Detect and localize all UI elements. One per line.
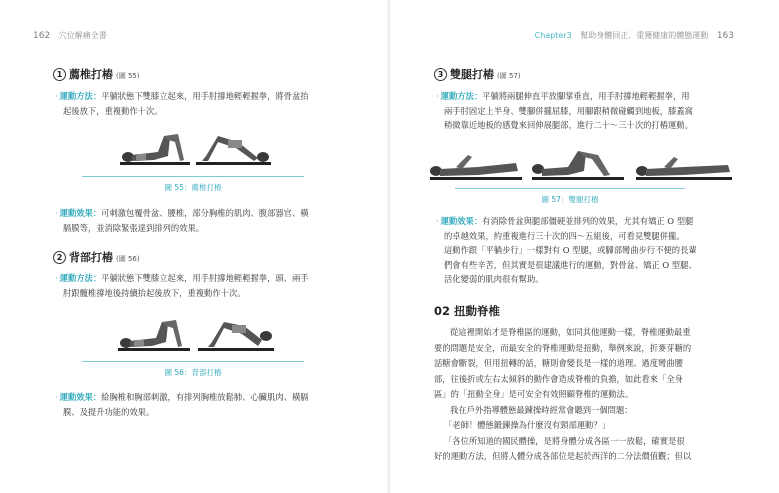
section-3-title [434,66,521,82]
chapter-label: Chapter3 [534,31,572,40]
figure-56-illustration [116,314,276,354]
left-book-title: 穴位解痛全書 [58,31,107,40]
section-3-effect-label: 運動效果： [440,216,483,226]
figure-56-rule [82,361,304,362]
section-2-method: · 運動方法：平躺狀態下雙膝立起來，用手肘撐地輕輕握拳，頭、兩手 肘跟髖椎撐地後持續抬起後放下，重複動作十次。 [55,273,309,298]
person-legs-extended-icon [636,157,732,180]
section-3-figure-ref: (圖 57) [497,72,521,80]
figure-57-rule [455,188,685,189]
section-1-effect: · 運動效果：可刺激包覆骨盆、腰椎，部分胸椎的肌肉、腹部器官、橫 膈膜等，並消除緊張達到排列的效果。 [55,208,309,233]
section-3-method-label: 運動方法： [440,91,483,101]
figure-57-caption: 圖 57：雙腿打樁 [541,195,599,204]
section-1-title [53,66,140,82]
section-2-effect-label: 運動效果： [59,392,102,402]
quote-line: 「老師！體態鍛鍊操為什麼沒有頸部運動？」 [444,420,610,430]
person-legs-straight-icon [430,155,522,180]
figure-55-caption: 圖 55：薦椎打樁 [164,183,222,192]
figure-57-illustration [428,143,734,185]
chapter-section-body: 從這裡開始才是脊椎區的運動，如同其他運動一樣，脊椎運動最重 要的問題是安全，而最安全的脊椎運動是扭動，舉例來說，折麥芽糖的 話糖會斷裂，但用扭轉的話，糖則會變長是一樣的道理。過度彎曲腰 部，往後折或左右太傾斜的動作會造成脊椎的負擔，如此看來「全身 區」的「扭動全身」是可安全有效照顧脊椎的運動法。 我在戶外指導體態最鍊操時經常會聽到一個問題： 「老師！體態鍛鍊操為什麼沒有頸部運動？」 「各位所知道的國民體操，是將身體分成各區一一放鬆，確實是很 好的運動方法，但將人體分成各部位是起於西洋的二分法價值觀；但以 [434,325,736,465]
section-2-method-label: 運動方法： [59,273,102,283]
chapter-section-heading: 02 扭動脊椎 [434,304,501,318]
section-3-method: · 運動方法：平躺將兩腿伸直平放腳掌垂直，用手肘撐地輕輕握拳，用 兩手肘固定上半身、雙腳併攏屈膝，用腳跟稍微碰觸到地板，膝蓋窩 稍微靠近地板的感覺來回伸展腿部，進行二十～三十次的打樁運動。 [436,91,693,130]
person-back-arch-icon [198,322,274,351]
right-chapter-title: 幫助身體回正．重獲健康的體態運動 [580,31,709,40]
figure-56-caption: 圖 56：背部打樁 [164,368,222,377]
person-lying-icon [120,134,190,165]
section-2-number: 2 [53,251,66,264]
person-bridge-icon [196,136,271,165]
figure-55-rule [82,176,304,177]
section-1-effect-label: 運動效果： [59,208,102,218]
section-1-method-label: 運動方法： [59,91,102,101]
right-running-head [535,30,734,41]
figure-55-illustration [118,130,273,168]
person-knees-bent-icon [532,151,624,180]
section-2-effect: · 運動效果：給胸椎和胸部刺激，有排列胸椎放鬆肺、心臟肌肉、橫膈 膜、及提升功能的效果。 [55,392,309,417]
right-page-number: 163 [716,31,734,41]
section-1-method: · 運動方法：平躺狀態下雙膝立起來，用手肘撐地輕輕握拳，將骨盆抬 起後放下，重複動作十次。 [55,91,309,116]
section-3-effect: · 運動效果：有消除骨盆與腿部僵硬並排列的效果，尤其有矯正 O 型腿 的卓越效果，約重複進行三十次的四～五組後，可看見雙腿併攏。 這動作跟「平躺步行」一樣對有 O 型腿，或腳部彎曲步行不便的長輩 們會有些辛苦，但其實是很建議進行的運動，對骨盆、矯正 O 型腿、 活化變弱的肌肉很有幫助。 [436,216,697,284]
section-2-title-text: 背部打樁 [69,251,113,264]
section-1-figure-ref: (圖 55) [116,72,140,80]
section-2-title [53,249,140,265]
section-3-number: 3 [434,68,447,81]
section-2-figure-ref: (圖 56) [116,255,140,263]
left-running-head [33,30,107,41]
section-3-title-text: 雙腿打樁 [450,68,494,81]
right-page [390,0,779,493]
left-page-number: 162 [33,31,51,41]
section-1-number: 1 [53,68,66,81]
left-page [0,0,389,493]
section-1-title-text: 薦椎打樁 [69,68,113,81]
person-lying-icon [118,320,190,351]
